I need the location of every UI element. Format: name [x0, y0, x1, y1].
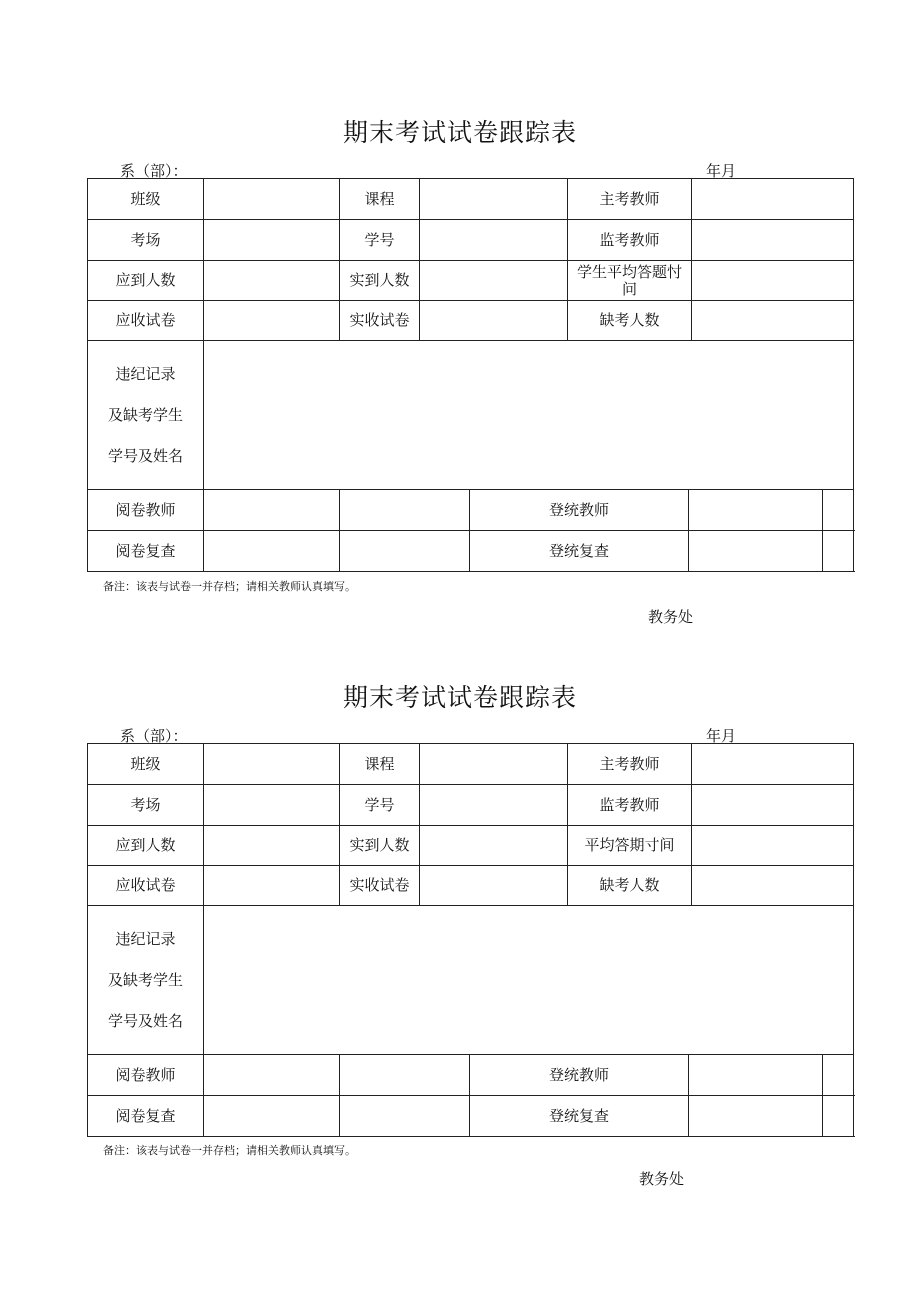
date-label: 年月 [706, 162, 737, 180]
avg-time-label: 学生平均答题忖问 [568, 261, 692, 301]
grading-teacher-label: 阅卷教师 [88, 1055, 204, 1096]
record-review-field-1[interactable] [689, 531, 823, 572]
class-label: 班级 [88, 744, 204, 785]
expected-count-field[interactable] [204, 826, 340, 866]
info-table [87, 178, 854, 572]
grading-teacher-field-1[interactable] [204, 490, 340, 531]
avg-time-label: 平均答期寸间 [568, 826, 692, 866]
note-text: 备注：该表与试卷一并存档；请相关教师认真填写。 [103, 580, 356, 593]
room-label: 考场 [88, 785, 204, 826]
department-label: 系（部）： [120, 727, 188, 745]
invigilator-field[interactable] [692, 785, 854, 826]
grading-teacher-field-2[interactable] [340, 490, 470, 531]
recording-teacher-field-2[interactable] [823, 490, 854, 531]
office-label: 教务处 [648, 608, 694, 626]
recording-teacher-label: 登统教师 [470, 1055, 689, 1096]
absent-count-field[interactable] [692, 866, 854, 906]
should-collect-label: 应收试卷 [88, 301, 204, 341]
violation-label-line: 学号及姓名 [107, 1011, 183, 1030]
avg-time-field[interactable] [692, 261, 854, 301]
avg-time-field[interactable] [692, 826, 854, 866]
department-label: 系（部）： [120, 162, 188, 180]
violation-field[interactable] [204, 341, 854, 490]
note-text: 备注：该表与试卷一并存档；请相关教师认真填写。 [103, 1144, 356, 1157]
grading-review-field-1[interactable] [204, 531, 340, 572]
student-no-label: 学号 [340, 220, 420, 261]
student-no-field[interactable] [420, 220, 568, 261]
collected-field[interactable] [420, 866, 568, 906]
grading-teacher-field-2[interactable] [340, 1055, 470, 1096]
actual-count-label: 实到人数 [340, 826, 420, 866]
examiner-label: 主考教师 [568, 179, 692, 220]
date-label: 年月 [706, 727, 737, 745]
recording-teacher-field-1[interactable] [689, 490, 823, 531]
grading-review-label: 阅卷复查 [88, 1096, 204, 1137]
grading-review-field-2[interactable] [340, 1096, 470, 1137]
grading-teacher-label: 阅卷教师 [88, 490, 204, 531]
student-no-label: 学号 [340, 785, 420, 826]
actual-count-label: 实到人数 [340, 261, 420, 301]
absent-count-label: 缺考人数 [568, 301, 692, 341]
violation-label-line: 学号及姓名 [107, 446, 183, 465]
info-table [87, 743, 854, 1137]
class-field[interactable] [204, 744, 340, 785]
violation-label-line: 违纪记录 [115, 929, 176, 948]
violation-label-line: 及缺考学生 [107, 405, 183, 424]
class-label: 班级 [88, 179, 204, 220]
collected-field[interactable] [420, 301, 568, 341]
grading-review-label: 阅卷复查 [88, 531, 204, 572]
should-collect-field[interactable] [204, 866, 340, 906]
violation-label-line: 及缺考学生 [107, 970, 183, 989]
collected-label: 实收试卷 [340, 301, 420, 341]
actual-count-field[interactable] [420, 261, 568, 301]
course-label: 课程 [340, 744, 420, 785]
record-review-field-2[interactable] [823, 531, 854, 572]
examiner-field[interactable] [692, 744, 854, 785]
violation-label [88, 341, 204, 490]
should-collect-label: 应收试卷 [88, 866, 204, 906]
course-field[interactable] [420, 179, 568, 220]
expected-count-field[interactable] [204, 261, 340, 301]
office-label: 教务处 [639, 1170, 685, 1188]
form-title: 期末考试试卷跟踪表 [342, 118, 577, 147]
course-field[interactable] [420, 744, 568, 785]
grading-review-field-1[interactable] [204, 1096, 340, 1137]
recording-teacher-label: 登统教师 [470, 490, 689, 531]
record-review-field-2[interactable] [823, 1096, 854, 1137]
grading-review-field-2[interactable] [340, 531, 470, 572]
examiner-field[interactable] [692, 179, 854, 220]
collected-label: 实收试卷 [340, 866, 420, 906]
student-no-field[interactable] [420, 785, 568, 826]
invigilator-field[interactable] [692, 220, 854, 261]
violation-label-line: 违纪记录 [115, 364, 176, 383]
absent-count-label: 缺考人数 [568, 866, 692, 906]
room-field[interactable] [204, 220, 340, 261]
violation-label [88, 906, 204, 1055]
room-label: 考场 [88, 220, 204, 261]
recording-teacher-field-1[interactable] [689, 1055, 823, 1096]
record-review-label: 登统复查 [470, 1096, 689, 1137]
room-field[interactable] [204, 785, 340, 826]
examiner-label: 主考教师 [568, 744, 692, 785]
invigilator-label: 监考教师 [568, 785, 692, 826]
absent-count-field[interactable] [692, 301, 854, 341]
form-title: 期末考试试卷跟踪表 [342, 683, 577, 712]
expected-count-label: 应到人数 [88, 261, 204, 301]
invigilator-label: 监考教师 [568, 220, 692, 261]
course-label: 课程 [340, 179, 420, 220]
violation-field[interactable] [204, 906, 854, 1055]
class-field[interactable] [204, 179, 340, 220]
record-review-field-1[interactable] [689, 1096, 823, 1137]
should-collect-field[interactable] [204, 301, 340, 341]
grading-teacher-field-1[interactable] [204, 1055, 340, 1096]
actual-count-field[interactable] [420, 826, 568, 866]
record-review-label: 登统复查 [470, 531, 689, 572]
expected-count-label: 应到人数 [88, 826, 204, 866]
recording-teacher-field-2[interactable] [823, 1055, 854, 1096]
